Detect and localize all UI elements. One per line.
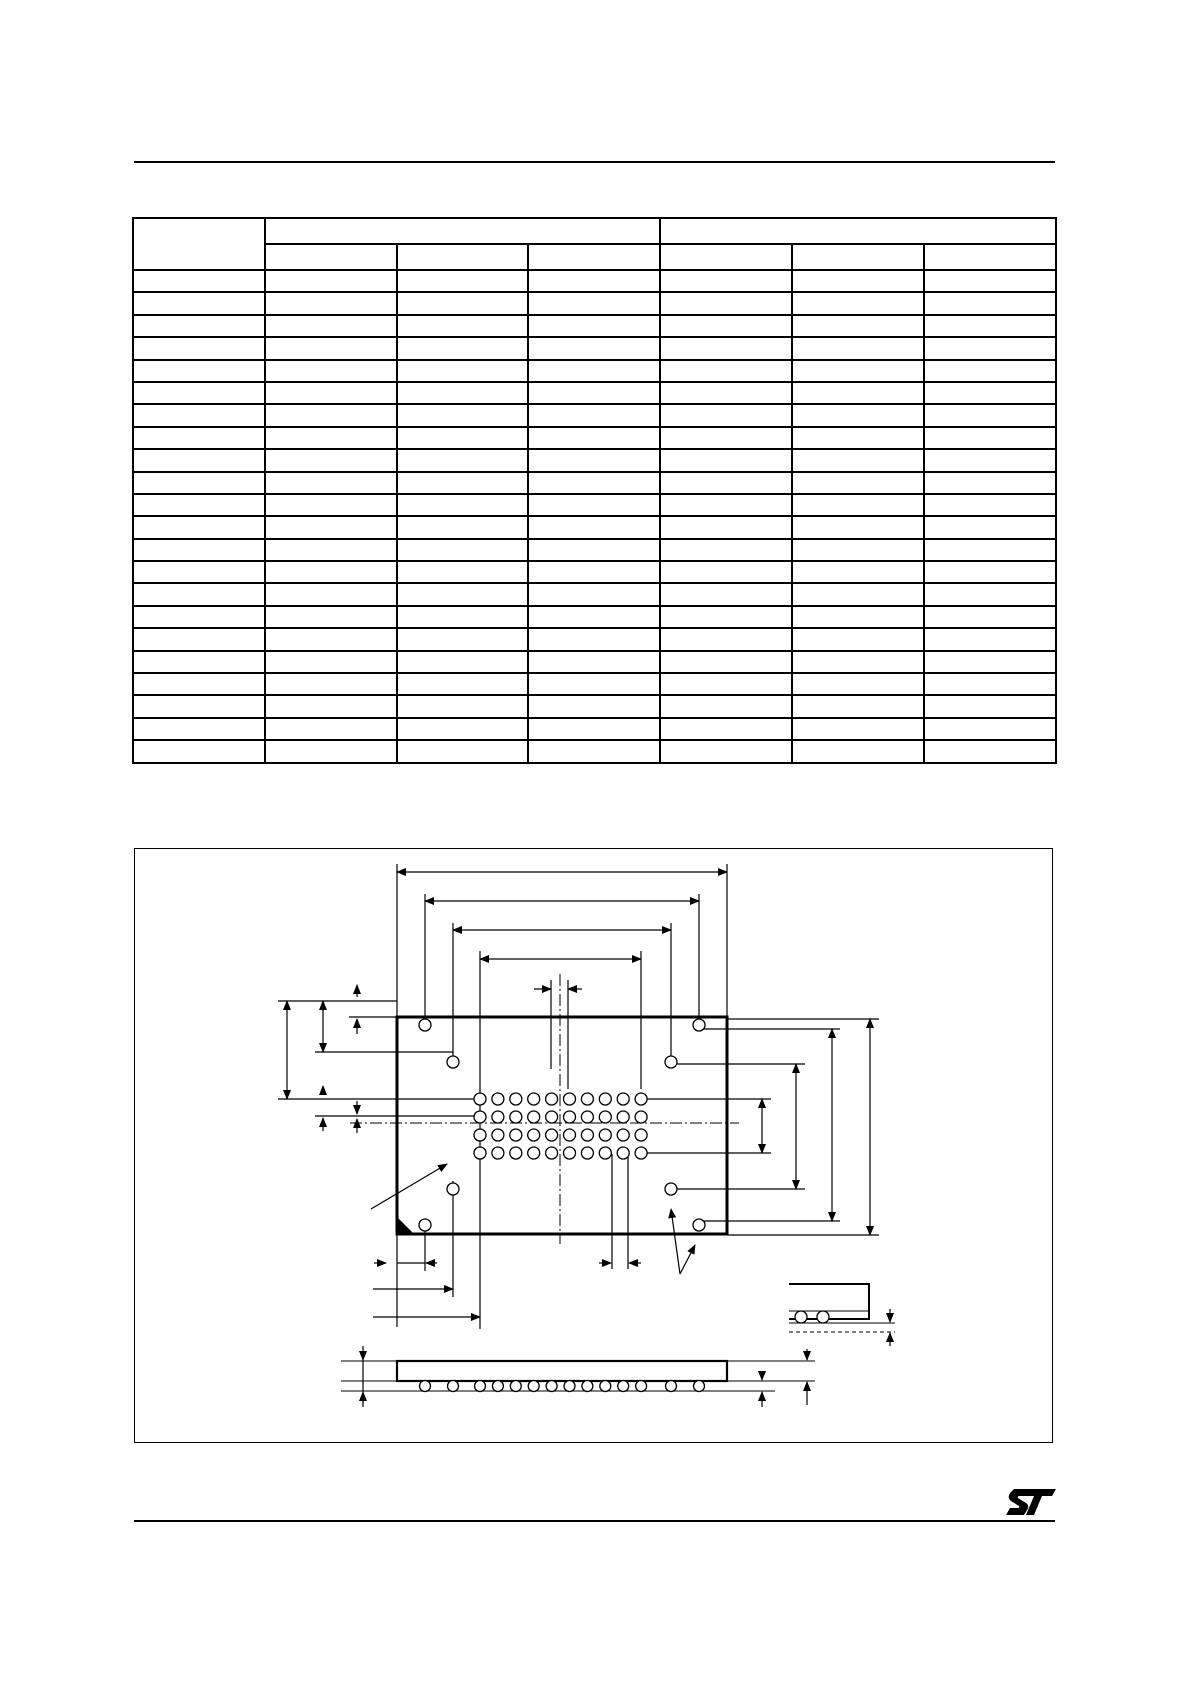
table-cell (924, 583, 1056, 605)
solder-ball (528, 1093, 540, 1105)
table-cell (528, 449, 660, 471)
table-cell (265, 583, 397, 605)
table-cell (660, 628, 792, 650)
solder-ball (546, 1129, 558, 1141)
table-row (133, 516, 1056, 538)
solder-ball (510, 1093, 522, 1105)
table-cell (792, 494, 924, 516)
solder-ball (617, 1093, 629, 1105)
table-cell (924, 382, 1056, 404)
table-cell (660, 292, 792, 314)
table-cell (792, 695, 924, 717)
table-cell (792, 539, 924, 561)
table-cell (660, 516, 792, 538)
solder-ball (617, 1147, 629, 1159)
table-cell (397, 360, 528, 382)
table-cell (397, 606, 528, 628)
table-cell (792, 516, 924, 538)
table-row (133, 472, 1056, 494)
solder-ball (492, 1129, 504, 1141)
solder-ball (635, 1111, 647, 1123)
table-cell (792, 651, 924, 673)
table-cell (265, 740, 397, 762)
table-cell (265, 718, 397, 740)
table-cell (133, 718, 265, 740)
table-row (133, 360, 1056, 382)
table-cell (660, 382, 792, 404)
table-cell (528, 740, 660, 762)
table-cell (133, 337, 265, 359)
table-cell (133, 673, 265, 695)
table-cell (133, 292, 265, 314)
solder-ball (474, 1147, 486, 1159)
table-cell (924, 472, 1056, 494)
table-cell (397, 628, 528, 650)
footer-rule (134, 1520, 1055, 1522)
table-cell (660, 315, 792, 337)
solder-ball (546, 1147, 558, 1159)
table-cell (133, 539, 265, 561)
side-solder-ball (448, 1381, 459, 1392)
table-cell (660, 539, 792, 561)
solder-ball (528, 1147, 540, 1159)
side-solder-ball (582, 1381, 593, 1392)
solder-ball (599, 1093, 611, 1105)
table-cell (792, 673, 924, 695)
table-cell (792, 404, 924, 426)
table-cell (265, 539, 397, 561)
solder-ball (635, 1147, 647, 1159)
solder-ball (617, 1111, 629, 1123)
side-solder-ball (636, 1381, 647, 1392)
solder-ball (510, 1129, 522, 1141)
solder-ball (635, 1093, 647, 1105)
table-cell (924, 673, 1056, 695)
table-cell (792, 718, 924, 740)
solder-ball (581, 1111, 593, 1123)
subheader-min-1 (265, 244, 397, 270)
table-cell (528, 695, 660, 717)
table-cell (528, 606, 660, 628)
table-cell (528, 270, 660, 292)
table-cell (265, 695, 397, 717)
table-cell (265, 404, 397, 426)
table-cell (265, 427, 397, 449)
table-cell (792, 315, 924, 337)
solder-ball (599, 1129, 611, 1141)
table-cell (924, 292, 1056, 314)
table-cell (924, 718, 1056, 740)
side-solder-ball (475, 1381, 486, 1392)
table-cell (265, 292, 397, 314)
side-solder-ball (492, 1381, 503, 1392)
table-cell (660, 718, 792, 740)
table-cell (792, 472, 924, 494)
table-cell (528, 583, 660, 605)
table-cell (133, 360, 265, 382)
table-row (133, 606, 1056, 628)
solder-ball (564, 1147, 576, 1159)
solder-ball (546, 1093, 558, 1105)
side-solder-ball (694, 1381, 705, 1392)
table-cell (265, 628, 397, 650)
table-cell (924, 651, 1056, 673)
table-cell (528, 315, 660, 337)
solder-ball (528, 1129, 540, 1141)
side-solder-ball (600, 1381, 611, 1392)
side-solder-ball (510, 1381, 521, 1392)
table-row (133, 404, 1056, 426)
table-cell (660, 561, 792, 583)
package-outline-drawing (135, 849, 1054, 1444)
table-cell (924, 561, 1056, 583)
table-cell (265, 315, 397, 337)
table-cell (397, 449, 528, 471)
solder-ball (564, 1129, 576, 1141)
table-cell (133, 740, 265, 762)
table-cell (660, 606, 792, 628)
table-cell (792, 606, 924, 628)
table-cell (660, 651, 792, 673)
solder-ball (564, 1111, 576, 1123)
table-cell (528, 651, 660, 673)
table-row (133, 539, 1056, 561)
table-cell (265, 561, 397, 583)
table-cell (660, 360, 792, 382)
table-cell (265, 673, 397, 695)
header-cell-dim (133, 218, 265, 270)
table-cell (265, 606, 397, 628)
table-cell (528, 673, 660, 695)
table-cell (792, 382, 924, 404)
table-cell (792, 337, 924, 359)
table-row (133, 292, 1056, 314)
table-cell (133, 382, 265, 404)
solder-ball (599, 1147, 611, 1159)
table-cell (397, 718, 528, 740)
table-cell (265, 449, 397, 471)
side-solder-ball (564, 1381, 575, 1392)
solder-ball (564, 1093, 576, 1105)
table-cell (397, 427, 528, 449)
table-cell (924, 360, 1056, 382)
dimension-lines (278, 864, 879, 1329)
table-cell (528, 360, 660, 382)
table-cell (924, 494, 1056, 516)
table-cell (265, 382, 397, 404)
table-cell (660, 449, 792, 471)
table-cell (133, 651, 265, 673)
side-solder-ball (618, 1381, 629, 1392)
table-cell (133, 472, 265, 494)
table-cell (397, 673, 528, 695)
table-cell (397, 651, 528, 673)
side-solder-ball (666, 1381, 677, 1392)
table-cell (397, 494, 528, 516)
table-cell (660, 583, 792, 605)
side-solder-ball (420, 1381, 431, 1392)
subheader-min-2 (660, 244, 792, 270)
solder-ball (617, 1129, 629, 1141)
table-cell (397, 561, 528, 583)
side-solder-ball (528, 1381, 539, 1392)
subheader-max-2 (924, 244, 1056, 270)
solder-ball (635, 1129, 647, 1141)
table-cell (792, 360, 924, 382)
table-cell (133, 516, 265, 538)
solder-ball (599, 1111, 611, 1123)
table-cell (660, 494, 792, 516)
center-lines (350, 974, 739, 1244)
table-cell (528, 292, 660, 314)
solder-ball (474, 1129, 486, 1141)
table-cell (660, 337, 792, 359)
table-cell (792, 270, 924, 292)
table-cell (133, 315, 265, 337)
table-cell (397, 337, 528, 359)
table-row (133, 337, 1056, 359)
ball-array (474, 1093, 647, 1159)
solder-ball (510, 1111, 522, 1123)
table-cell (792, 561, 924, 583)
table-row (133, 718, 1056, 740)
table-header-row (133, 218, 1056, 244)
table-cell (133, 628, 265, 650)
table-subheader-row (133, 244, 1056, 270)
table-cell (924, 695, 1056, 717)
table-cell (397, 315, 528, 337)
solder-ball (581, 1129, 593, 1141)
subheader-typ-1 (397, 244, 528, 270)
table-cell (397, 404, 528, 426)
table-cell (397, 583, 528, 605)
table-cell (792, 292, 924, 314)
table-cell (265, 651, 397, 673)
table-cell (397, 382, 528, 404)
solder-ball (546, 1111, 558, 1123)
table-cell (397, 516, 528, 538)
table-cell (528, 337, 660, 359)
table-cell (397, 695, 528, 717)
side-solder-ball (546, 1381, 557, 1392)
header-rule (134, 161, 1055, 163)
table-cell (924, 539, 1056, 561)
table-row (133, 561, 1056, 583)
table-cell (792, 427, 924, 449)
table-cell (660, 472, 792, 494)
table-cell (528, 427, 660, 449)
table-cell (397, 539, 528, 561)
table-row (133, 494, 1056, 516)
table-cell (133, 695, 265, 717)
table-cell (792, 628, 924, 650)
package-body (397, 1017, 727, 1234)
table-row (133, 740, 1056, 762)
table-cell (660, 404, 792, 426)
subheader-max-1 (528, 244, 660, 270)
solder-ball (492, 1093, 504, 1105)
table-cell (397, 472, 528, 494)
table-row (133, 427, 1056, 449)
table-row (133, 628, 1056, 650)
table-cell (924, 337, 1056, 359)
table-row (133, 673, 1056, 695)
table-cell (397, 270, 528, 292)
solder-ball (474, 1111, 486, 1123)
table-cell (924, 315, 1056, 337)
table-cell (660, 270, 792, 292)
table-cell (265, 270, 397, 292)
table-cell (133, 449, 265, 471)
table-cell (397, 740, 528, 762)
package-drawing-frame (134, 848, 1053, 1443)
table-cell (528, 516, 660, 538)
solder-ball (581, 1093, 593, 1105)
header-group-mm (265, 218, 660, 244)
table-row (133, 583, 1056, 605)
table-cell (924, 628, 1056, 650)
table-cell (528, 472, 660, 494)
table-cell (133, 404, 265, 426)
table-cell (792, 740, 924, 762)
table-cell (528, 494, 660, 516)
table-cell (265, 494, 397, 516)
table-cell (133, 561, 265, 583)
table-cell (660, 427, 792, 449)
table-cell (924, 516, 1056, 538)
table-cell (660, 673, 792, 695)
pin1-corner-marker (397, 1217, 414, 1234)
table-cell (133, 270, 265, 292)
table-row (133, 695, 1056, 717)
table-cell (792, 583, 924, 605)
table-cell (924, 427, 1056, 449)
table-cell (924, 449, 1056, 471)
solder-ball (474, 1093, 486, 1105)
solder-ball (528, 1111, 540, 1123)
table-cell (265, 360, 397, 382)
table-cell (265, 472, 397, 494)
table-row (133, 449, 1056, 471)
table-row (133, 382, 1056, 404)
table-cell (660, 740, 792, 762)
st-logo (1006, 1487, 1058, 1517)
table-cell (924, 270, 1056, 292)
header-group-inch (660, 218, 1056, 244)
table-cell (660, 695, 792, 717)
table-row (133, 651, 1056, 673)
table-cell (133, 583, 265, 605)
table-cell (265, 516, 397, 538)
table-cell (133, 427, 265, 449)
solder-ball (492, 1111, 504, 1123)
table-cell (528, 539, 660, 561)
table-cell (528, 718, 660, 740)
table-cell (924, 606, 1056, 628)
table-row (133, 270, 1056, 292)
table-cell (924, 404, 1056, 426)
dimensions-table (132, 217, 1057, 764)
table-cell (528, 628, 660, 650)
support-balls (419, 1019, 705, 1231)
solder-ball (581, 1147, 593, 1159)
table-cell (133, 606, 265, 628)
subheader-typ-2 (792, 244, 924, 270)
side-view (341, 1346, 815, 1407)
detail-view (789, 1284, 895, 1346)
table-cell (265, 337, 397, 359)
table-cell (528, 382, 660, 404)
table-cell (397, 292, 528, 314)
table-cell (528, 561, 660, 583)
solder-ball (492, 1147, 504, 1159)
table-row (133, 315, 1056, 337)
table-cell (792, 449, 924, 471)
solder-ball (510, 1147, 522, 1159)
table-cell (528, 404, 660, 426)
table-cell (924, 740, 1056, 762)
table-cell (133, 494, 265, 516)
